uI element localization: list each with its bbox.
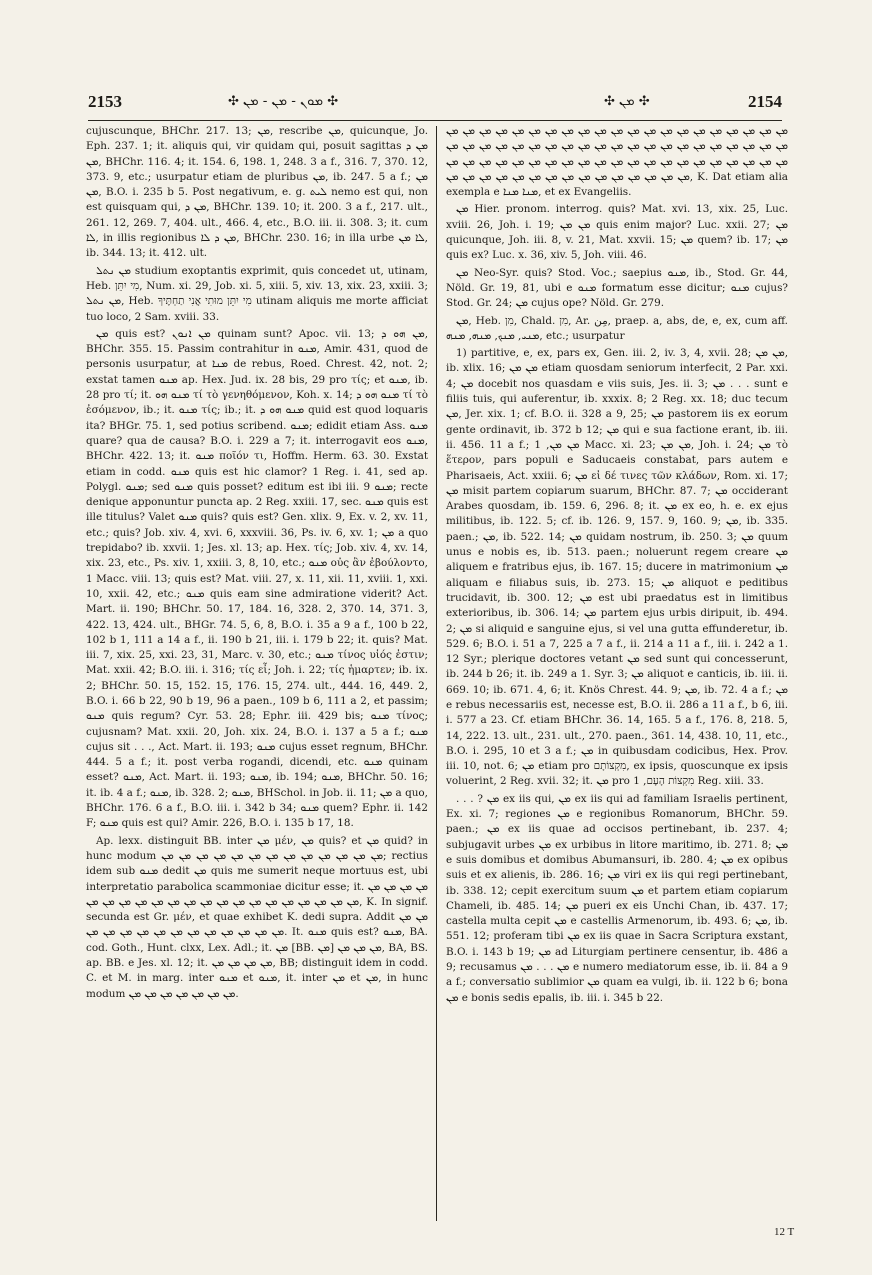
entry-paragraph: ܡܢ, Heb. מִן, Chald. מִן, Ar. مِن, praep. a, abs, de, e, ex, cum aff. ܡܢܝ, ܡܢܟ, ܡܢܗ, ܡܢܗ, etc.; usurpatur (446, 314, 788, 342)
left-running-head: ✣ ܡܘܢ - ܡܢ - ܡܢ ✣ (228, 94, 339, 109)
text-columns (86, 124, 792, 1214)
entry-paragraph: ܡܢ ܢܬܠ studium exoptantis exprimit, quis concedet ut, utinam, Heb. מִי יִתֵּן, Num. xi. 29, Job. xi. 5, xiii. 5, xiv. 13, xix. 23, xxiii. 3; ܡܢ ܢܬܠ, Heb. מִי יִתֵּן מוּתִי אֲנִי תַחְתֶּיךָ utinam aliquis me morte afficiat tuo loco, 2 Sam. xviii. 33. (86, 264, 428, 323)
entry-paragraph: 1) partitive, e, ex, pars ex, Gen. iii. 2, iv. 3, 4, xvii. 28; ܡܢ ܡܢ, ib. xlix. 16; ܡܢ ܡܢ etiam quosdam seniorum interfecit, 2 Par. xxi. 4; ܡܢ docebit nos quasdam e viis suis, Jes. ii. 3; ܡܢ . . . sunt e filiis tuis, qui auferentur, ib. xxxix. 8; 2 Reg. xx. 18; duc tecum ܡܢ, Jer. xix. 1; cf. B.O. ii. 328 a 9, 25; ܡܢ pastorem iis ex eorum gente ordinavit, ib. 372 b 12; ܡܢ qui e sua factione erant, ib. iii. ii. 456. 11 a f.; ܡܢ ܡܢ, 1 Macc. xi. 23; ܡܢ ܡܢ, Joh. i. 24; ܡܢ τὸ ἕτερον, pars populi e Saducaeis constabat, pars autem e Pharisaeis, Act. xxiii. 6; ܡܢ εἰ δέ τινες τῶν κλάδων, Rom. xi. 17; ܡܢ misit partem copiarum suarum, BHChr. 87. 7; ܡܢ occiderant Arabes quosdam, ib. 159. 6, 296. 8; it. ܡܢ ex eo, h. e. ex ejus militibus, ib. 122. 5; cf. ib. 126. 9, 157. 9, 160. 9; ܡܢ, ib. 335. paen.; ܡܢ, ib. 522. 14; ܡܢ quidam nostrum, ib. 250. 3; ܡܢ quum unus e nobis es, ib. 513. paen.; noluerunt regem creare ܡܢ aliquem e fratribus ejus, ib. 167. 15; ducere in matrimonium ܡܢ aliquam e filiabus suis, ib. 273. 15; ܡܢ aliquot e peditibus trucidavit, ib. 300. 12; ܡܢ est ubi praedatus est in limitibus exterioribus, ib. 306. 14; ܡܢ partem ejus urbis diripuit, ib. 494. 2; ܡܢ si aliquid e sanguine ejus, si vel una gutta effunderetur, ib. 529. 6; B.O. i. 51 a 7, 225 a 7 a f., ii. 214 a 11 a f., iii. i. 242 a 1. 12 Syr.; plerique doctores vetant ܡܢ sed sunt qui concesserunt, ib. 244 b 26; it. ib. 249 a 1. Syr. 3; ܡܢ aliquot e canticis, ib. iii. ii. 669. 10; ib. 671. 4, 6; it. Knös Chrest. 44. 9; ܡܢ, ib. 72. 4 a f.; ܡܢ e rebus necessariis est, necesse est, B.O. ii. 286 a 11 a f., b 6, iii. i. 577 a 23. Cf. etiam BHChr. 36. 14, 165. 5 a f., 176. 8, 218. 5, 14, 222. 13. ult., 231. ult., 270. paen., 361. 14, 438. 10, 11, etc., B.O. i. 295, 10 et 3 a f.; ܡܢ in quibusdam codicibus, Hex. Prov. iii. 10, not. 6; ܡܢ etiam pro מִקְצוֹתָם, ex ipsis, quoscunque ex ipsis voluerint, 2 Reg. xvii. 32; it. ܡܢ pro מִקְצוֹת הָעָם, 1 Reg. xiii. 33. (446, 347, 788, 788)
entry-paragraph: ܡܢ Neo-Syr. quis? Stod. Voc.; saepius ܡܢܘ, ib., Stod. Gr. 44, Nöld. Gr. 19, 81, ubi e ܡܢܘ formatum esse dicitur; ܡܢܘ cujus? Stod. Gr. 24; ܡܢ cujus ope? Nöld. Gr. 279. (446, 266, 788, 310)
entry-paragraph: Ap. lexx. distinguit BB. inter ܡܢ μέν, ܡܢ quis? et ܡܢ quid? in hunc modum ܡܢ ܡܢ ܡܢ ܡܢ ܡܢ ܡܢ ܡܢ ܡܢ ܡܢ ܡܢ ܡܢ ܡܢ ܡܢ; rectius idem sub ܡܢܘ dedit ܡܢ quis me sumerit neque mortuus est, ubi interpretatio parabolica scammoniae dicitur esse; it. ܡܢ ܡܢ ܡܢ ܡܢ ܡܢ ܡܢ ܡܢ ܡܢ ܡܢ ܡܢ ܡܢ ܡܢ ܡܢ ܡܢ ܡܢ ܡܢ ܡܢ ܡܢ ܡܢ ܡܢ ܡܢ, K. In signif. secunda est Gr. μέν, et quae exhibet K. dedi supra. Addit ܡܢ ܡܢ ܡܢ ܡܢ ܡܢ ܡܢ ܡܢ ܡܢ ܡܢ ܡܢ ܡܢ ܡܢ ܡܢ ܡܢ. It. ܡܢܘ quis est? ܡܢܘ, BA. cod. Goth., Hunt. clxx, Lex. Adl.; it. ܡܢ [BB. ܡܢ] ܡܢ ܡܢ ܡܢ, BA, BS. ap. BB. e Jes. xl. 12; it. ܡܢ ܡܢ ܡܢ ܡܢ, BB; distinguit idem in codd. C. et M. in marg. inter ܡܢܘ et ܡܢܘ, it. inter ܡܢ et ܡܢ, in hunc modum ܡܢ ܡܢ ܡܢ ܡܢ ܡܢ ܡܢ ܡܢ. (86, 834, 428, 1000)
entry-paragraph: ܡܢ Hier. pronom. interrog. quis? Mat. xvi. 13, xix. 25, Luc. xviii. 26, Joh. i. 19; ܡܢ ܡܢ quis enim major? Luc. xxii. 27; ܡܢ quicunque, Joh. iii. 8, v. 21, Mat. xxvii. 15; ܡܢ quem? ib. 17; ܡܢ quis ex? Luc. x. 36, xiv. 5, Joh. viii. 46. (446, 203, 788, 262)
entry-paragraph: cujuscunque, BHChr. 217. 13; ܡܢ, rescribe ܡܢ, quicunque, Jo. Eph. 237. 1; it. aliquis qui, vir quidam qui, posuit sagittas ܡܢ ܕ ܡܢ, BHChr. 116. 4; it. 154. 6, 198. 1, 248. 3 a f., 316. 7, 370. 12, 373. 9, etc.; usurpatur etiam de pluribus ܡܢ, ib. 247. 5 a f.; ܡܢ ܡܢ, B.O. i. 235 b 5. Post negativum, e. g. ܠܝܬ nemo est qui, non est quisquam qui, ܡܢ ܕ, BHChr. 139. 10; it. 200. 3 a f., 217. ult., 261. 12, 269. 7, 404. ult., 466. 4, etc., B.O. iii. ii. 308. 3; it. cum ܠܐ, in illis regionibus ܡܢ ܕ ܠܐ, BHChr. 230. 16; in illa urbe ܠܐ ܡܢ, ib. 344. 13; it. 412. ult. (86, 125, 428, 260)
entry-paragraph: ܡܢ ܡܢ ܡܢ ܡܢ ܡܢ ܡܢ ܡܢ ܡܢ ܡܢ ܡܢ ܡܢ ܡܢ ܡܢ ܡܢ ܡܢ ܡܢ ܡܢ ܡܢ ܡܢ ܡܢ ܡܢ ܡܢ ܡܢ ܡܢ ܡܢ ܡܢ ܡܢ ܡܢ ܡܢ ܡܢ ܡܢ ܡܢ ܡܢ ܡܢ ܡܢ ܡܢ ܡܢ ܡܢ ܡܢ ܡܢ ܡܢ ܡܢ ܡܢ ܡܢ ܡܢ ܡܢ ܡܢ ܡܢ ܡܢ ܡܢ ܡܢ ܡܢ ܡܢ ܡܢ ܡܢ ܡܢ ܡܢ ܡܢ ܡܢ ܡܢ ܡܢ ܡܢ ܡܢ ܡܢ ܡܢ ܡܢ ܡܢ ܡܢ ܡܢ ܡܢ ܡܢ ܡܢ ܡܢ ܡܢ ܡܢ ܡܢ ܡܢ ܡܢ, K. Dat etiam alia exempla e ܡܢܐ ܡܢܐ, et ex Evangeliis. (446, 125, 788, 199)
page-header (88, 92, 782, 121)
right-page-number: 2154 (748, 92, 782, 111)
left-column (86, 124, 428, 1214)
right-running-head: ✣ ܡܢ ✣ (604, 94, 650, 109)
signature-mark: 12 T (774, 1226, 795, 1238)
entry-paragraph: ܡܢ quis est? ܡܢ ܐܢܘܢ quinam sunt? Apoc. vii. 13; ܡܢ ܗܘ ܕ, BHChr. 355. 15. Passim contrahitur in ܡܢܘ, Amir. 431, quod de personis usurpatur, at ܡܢܐ de rebus, Roed. Chrest. 42, not. 2; exstat tamen ܡܢܘ ap. Hex. Jud. ix. 28 bis, 29 pro τίς; et ܡܢܘ, ib. 28 pro τί; it. ܡܢܘ ܗܘ τί τὸ γενηθόμενον, Koh. x. 14; ܡܢܘ ܗܘ ܕ τί τὸ ἐσόμενον, ib.; it. ܡܢܘ τίς; ib.; it. ܡܢܘ ܗܘ ܕ quid est quod loquaris ita? BHGr. 75. 1, sed potius scribend. ܡܢܘ; edidit etiam Ass. ܡܢܘ quare? qua de causa? B.O. i. 229 a 7; it. interrogavit eos ܡܢܘ, BHChr. 422. 13; it. ܡܢܘ ποῖόν τι, Hoffm. Herm. 63. 30. Exstat etiam in codd. ܡܢܘ quis est hic clamor? 1 Reg. i. 41, sed ap. Polygl. ܡܢܘ; sed ܡܢܘ quis posset? editum est ibi iii. 9 ܡܢܘ; recte denique apponuntur puncta ap. 2 Reg. xxiii. 17, sec. ܡܢܘ quis est ille titulus? Valet ܡܢܘ quis? quis est? Gen. xlix. 9, Ex. v. 2, xv. 11, etc.; quis? Job. xiv. 4, xvi. 6, xxxviii. 36, Ps. iv. 6, xv. 1; ܡܢ a quo trepidabo? ib. xxvii. 1; Jes. xl. 13; ap. Hex. τίς; Job. xiv. 4, xv. 14, xix. 23, etc., Ps. xiv. 1, xxiii. 3, 8, 10, etc.; ܡܢܘ οὐς ἂν ἐβούλοντο, 1 Macc. viii. 13; quis est? Mat. viii. 27, x. 11, xii. 11, xviii. 1, xxi. 10, xxii. 42, etc.; ܡܢܘ quis eam sine admiratione viderit? Act. Mart. ii. 190; BHChr. 50. 17, 184. 16, 328. 2, 370. 14, 371. 3, 422. 13, 424. ult., BHGr. 74. 5, 6, 8, B.O. i. 35 a 9 a f., 100 b 22, 102 b 1, 111 a 14 a f., ii. 190 b 21, iii. i. 179 b 22; it. quis? Mat. iii. 7, xix. 25, xxi. 23, 31, Marc. v. 30, etc.; ܡܢܘ τίνος υἱός ἐστιν; Mat. xxii. 42; B.O. iii. i. 316; τίς εἶ; Joh. i. 22; τίς ἡμαρτεν; ib. ix. 2; BHChr. 50. 15, 152. 15, 176. 15, 274. ult., 444. 16, 449. 2, B.O. i. 66 b 22, 90 b 19, 96 a paen., 109 b 6, 111 a 2, et passim; ܡܢܘ quis regum? Cyr. 53. 28; Ephr. iii. 429 bis; ܡܢܘ τίνος; cujusnam? Mat. xxii. 20, Joh. xix. 24, B.O. i. 137 a 5 a f.; ܡܢܘ cujus sit . . ., Act. Mart. ii. 193; ܡܢܘ cujus esset regnum, BHChr. 444. 5 a f.; it. post verba rogandi, dicendi, etc. ܡܢܘ quinam esset? ܡܢܘ, Act. Mart. ii. 193; ܡܢܘ, ib. 194; ܡܢܘ, BHChr. 50. 16; it. ib. 4 a f.; ܡܢܘ, ib. 328. 2; ܡܢܘ, BHSchol. in Job. ii. 11; ܡܢ a quo, BHChr. 176. 6 a f., B.O. iii. i. 342 b 34; ܡܢܘ quem? Ephr. ii. 142 F; ܡܢܘ quis est qui? Amir. 226, B.O. i. 135 b 17, 18. (86, 327, 428, 830)
entry-paragraph: . . . ? ܡܢ ex iis qui, ܡܢ ex iis qui ad familiam Israelis pertinent, Ex. xi. 7; regiones ܡܢ e regionibus Romanorum, BHChr. 59. paen.; ܡܢ ex iis quae ad occisos pertinebant, ib. 237. 4; subjugavit urbes ܡܢ ex urbibus in litore maritimo, ib. 271. 8; ܡܢ e suis domibus et domibus Abumansuri, ib. 280. 4; ܡܢ ex opibus suis et ex alienis, ib. 286. 16; ܡܢ viri ex iis qui regi pertinebant, ib. 338. 12; cepit exercitum suum ܡܢ et partem etiam copiarum Chameli, ib. 485. 14; ܡܢ pueri ex eis Unchi Chan, ib. 437. 17; castella multa cepit ܡܢ e castellis Armenorum, ib. 493. 6; ܡܢ, ib. 551. 12; proferam tibi ܡܢ ex iis quae in Sacra Scriptura exstant, B.O. i. 143 b 19; ܡܢ ad Liturgiam pertinere censentur, ib. 486 a 9; recusamus ܡܢ . . . ܡܢ e numero mediatorum esse, ib. ii. 84 a 9 a f.; conversatio sublimior ܡܢ quam ea vulgi, ib. ii. 122 b 6; bona ܡܢ e bonis sedis epalis, ib. iii. i. 345 b 22. (446, 792, 788, 1004)
right-column (446, 124, 788, 1214)
left-page-number: 2153 (88, 92, 122, 111)
